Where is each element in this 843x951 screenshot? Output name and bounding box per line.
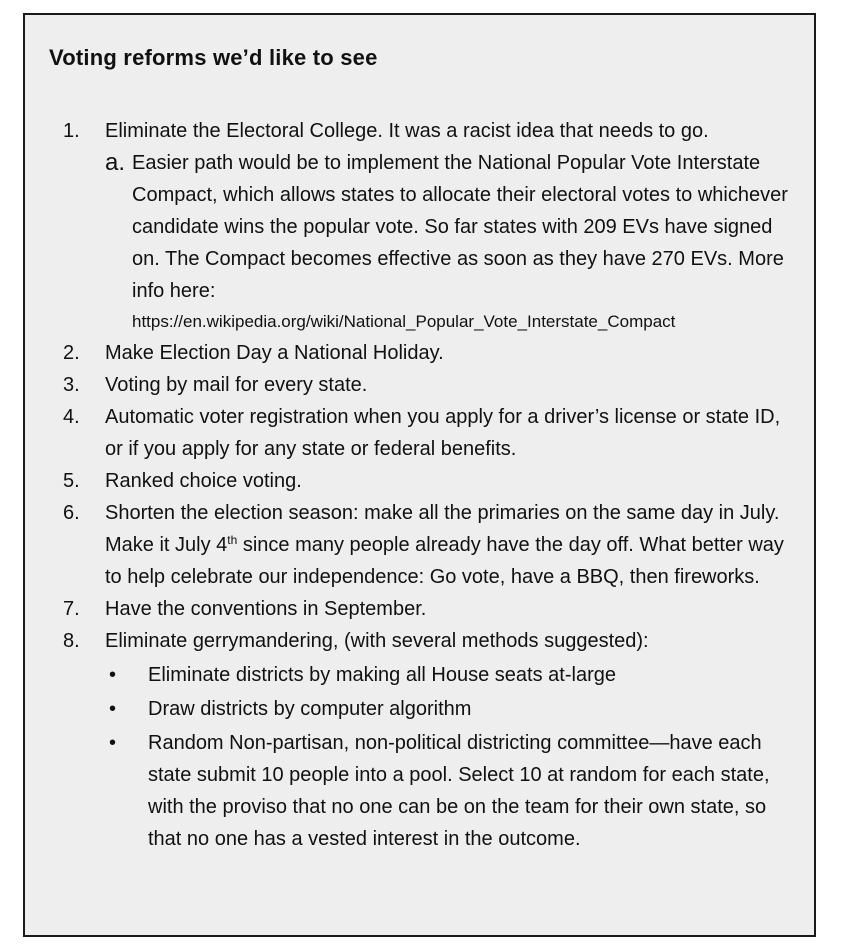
list-text: Eliminate gerrymandering, (with several methods suggested): xyxy=(105,630,649,652)
list-item xyxy=(25,497,814,593)
list-number: 4. xyxy=(63,406,80,428)
bullet-marker: • xyxy=(109,698,117,720)
bullet-text: Draw districts by computer algorithm xyxy=(148,698,472,720)
bullet-text: Eliminate districts by making all House seats at-large xyxy=(148,664,616,686)
list-item xyxy=(25,465,814,497)
list-number: 5. xyxy=(63,470,80,492)
list-item xyxy=(25,337,814,369)
page-title: Voting reforms we’d like to see xyxy=(49,45,378,70)
list-item xyxy=(25,115,814,147)
list-number: 6. xyxy=(63,502,80,524)
list-item xyxy=(25,369,814,401)
list-number: 1. xyxy=(63,120,80,142)
list-number: 8. xyxy=(63,630,80,652)
list-number: 2. xyxy=(63,342,80,364)
reforms-list xyxy=(25,115,814,855)
list-number: 7. xyxy=(63,598,80,620)
bullet-item xyxy=(25,727,814,855)
list-number: 3. xyxy=(63,374,80,396)
bullet-marker: • xyxy=(109,732,117,754)
sub-list-marker: a. xyxy=(105,149,126,176)
list-text-before: Shorten the election season: make all the primaries on the same day in July. Make it July 4 xyxy=(105,502,780,556)
list-text: Make Election Day a National Holiday. xyxy=(105,342,444,364)
list-text: Ranked choice voting. xyxy=(105,470,302,492)
list-text-after: since many people already have the day off. What better way to help celebrate our independence: Go vote, have a BBQ, then fireworks. xyxy=(105,534,784,588)
list-text: Automatic voter registration when you apply for a driver’s license or state ID, or if you apply for any state or federal benefits. xyxy=(105,406,781,460)
list-item xyxy=(25,593,814,625)
list-text: Have the conventions in September. xyxy=(105,598,427,620)
superscript: th xyxy=(227,533,238,547)
reforms-box xyxy=(23,13,816,937)
sub-list-text: Easier path would be to implement the National Popular Vote Interstate Compact, which allows states to allocate their electoral votes to whichever candidate wins the popular vote. So far states with 209 EVs have signed on. The Compact becomes effective as soon as they have 270 EVs. More info here: xyxy=(132,152,788,302)
list-text: Eliminate the Electoral College. It was a racist idea that needs to go. xyxy=(105,120,709,142)
list-item xyxy=(25,401,814,465)
bullet-item xyxy=(25,659,814,691)
bullet-marker: • xyxy=(109,664,117,686)
wikipedia-link[interactable]: https://en.wikipedia.org/wiki/National_Popular_Vote_Interstate_Compact xyxy=(132,312,676,331)
bullet-text: Random Non-partisan, non-political districting committee—have each state submit 10 people into a pool. Select 10 at random for each state, with the proviso that no one can be on the team for their own state, so that no one has a vested interest in the outcome. xyxy=(148,732,770,850)
list-item xyxy=(25,625,814,657)
sub-list-item xyxy=(25,147,814,337)
bullet-item xyxy=(25,693,814,725)
list-text: Voting by mail for every state. xyxy=(105,374,368,396)
